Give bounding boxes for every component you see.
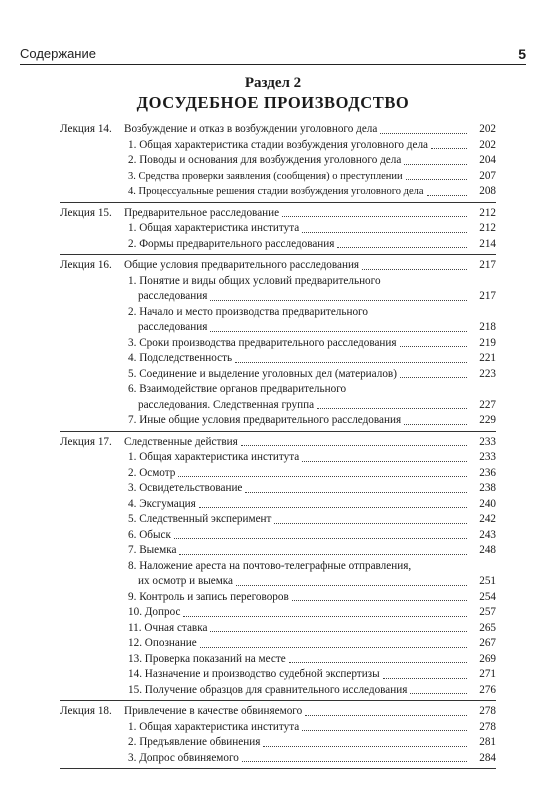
lecture-block (60, 203, 496, 256)
toc-entry-page: 278 (479, 720, 496, 733)
toc-entry-page: 202 (479, 138, 496, 151)
toc-entry[interactable] (124, 720, 496, 736)
toc-entry-page: 284 (479, 751, 496, 764)
dot-leader (241, 445, 467, 446)
lecture-number: Лекция 17. (60, 435, 112, 448)
toc-entry[interactable] (124, 184, 496, 200)
toc-entry-title: 1. Общая характеристика института (128, 451, 300, 463)
table-of-contents (60, 119, 496, 769)
toc-entry-continuation (128, 574, 496, 590)
toc-entry-title: 10. Допрос (128, 606, 181, 618)
lecture-block (60, 432, 496, 702)
toc-entry[interactable] (124, 413, 496, 429)
dot-leader (236, 585, 467, 586)
toc-entry-title: 1. Общая характеристика института (128, 720, 300, 733)
lecture-title-entry[interactable] (124, 704, 496, 720)
toc-entry-title: 5. Соединение и выделение уголовных дел (материалов) (128, 367, 397, 380)
toc-entry-page: 207 (479, 169, 496, 182)
dot-leader (174, 538, 467, 539)
toc-entry-page: 248 (479, 544, 496, 556)
dot-leader (282, 216, 467, 217)
toc-entry-continuation-page: 218 (479, 321, 496, 333)
toc-entry-first-line: 8. Наложение ареста на почтово-телеграфные отправления, (128, 559, 412, 572)
dot-leader (242, 761, 467, 762)
dot-leader (235, 362, 467, 363)
lecture-block (60, 701, 496, 769)
toc-entry-page: 212 (479, 222, 496, 234)
toc-entry[interactable] (124, 528, 496, 544)
dot-leader (337, 247, 467, 248)
dot-leader (431, 148, 467, 149)
toc-entry-title: 7. Выемка (128, 544, 177, 556)
toc-entry[interactable] (124, 169, 496, 185)
toc-entry[interactable] (124, 621, 496, 637)
toc-entry-page: 221 (479, 352, 496, 364)
toc-entry-title: 13. Проверка показаний на месте (128, 652, 286, 665)
toc-entry[interactable] (124, 481, 496, 497)
toc-entry-title: 12. Опознание (128, 637, 197, 649)
toc-entry-page: 269 (479, 652, 496, 665)
toc-entry-page: 281 (479, 736, 496, 748)
dot-leader (292, 600, 467, 601)
dot-leader (305, 715, 467, 716)
running-header-title: Содержание (20, 46, 96, 61)
toc-entry[interactable] (124, 543, 496, 559)
toc-entry-page: 257 (479, 606, 496, 618)
lecture-title-entry-title: Следственные действия (124, 435, 238, 448)
lecture-number: Лекция 18. (60, 705, 112, 717)
dot-leader (302, 232, 467, 233)
toc-entry[interactable] (124, 153, 496, 169)
section-heading (20, 74, 526, 113)
dot-leader (404, 164, 467, 165)
toc-entry-continuation-page: 251 (479, 575, 496, 587)
toc-entry-page: 238 (479, 482, 496, 494)
toc-entry-page: 276 (479, 683, 496, 696)
dot-leader (263, 746, 467, 747)
dot-leader (427, 195, 467, 196)
dot-leader (289, 662, 467, 663)
toc-entry-continuation-page: 217 (479, 290, 496, 302)
toc-entry-continuation (128, 289, 496, 305)
dot-leader (404, 424, 467, 425)
lecture-title-entry[interactable] (124, 258, 496, 274)
running-header (20, 40, 526, 65)
toc-entry[interactable] (124, 336, 496, 352)
toc-entry[interactable] (124, 138, 496, 154)
toc-entry-page: 204 (479, 154, 496, 166)
toc-entry-page: 223 (479, 367, 496, 380)
toc-entry-title: 3. Сроки производства предварительного расследования (128, 336, 397, 349)
lecture-title-entry[interactable] (124, 435, 496, 451)
dot-leader (199, 507, 467, 508)
lecture-title-entry-page: 202 (479, 123, 496, 135)
lecture-title-entry-page: 233 (479, 435, 496, 448)
lecture-title-entry-page: 212 (479, 206, 496, 219)
dot-leader (317, 408, 467, 409)
lecture-number: Лекция 16. (60, 259, 112, 271)
dot-leader (302, 730, 467, 731)
toc-entry[interactable] (124, 512, 496, 528)
toc-entry[interactable] (124, 221, 496, 237)
toc-entry[interactable] (124, 237, 496, 253)
dot-leader (179, 554, 467, 555)
toc-entry[interactable] (124, 683, 496, 699)
toc-entry-title: 1. Общая характеристика института (128, 222, 300, 234)
toc-entry-multiline[interactable] (124, 559, 496, 590)
lecture-number: Лекция 15. (60, 206, 112, 219)
toc-entry-title: 2. Осмотр (128, 466, 176, 479)
dot-leader (210, 331, 467, 332)
toc-entry-title: 6. Обыск (128, 528, 171, 541)
toc-entry[interactable] (124, 497, 496, 513)
toc-entry-first-line: 6. Взаимодействие органов предварительного (128, 383, 347, 395)
toc-entry-page: 240 (479, 497, 496, 510)
toc-entry-title: 3. Допрос обвиняемого (128, 751, 239, 764)
toc-entry-continuation-title: расследования (138, 290, 208, 302)
dot-leader (406, 179, 467, 180)
dot-leader (178, 476, 467, 477)
toc-entry-page: 214 (479, 237, 496, 250)
dot-leader (302, 461, 467, 462)
toc-entry[interactable] (124, 367, 496, 383)
dot-leader (245, 492, 467, 493)
lecture-title-entry-title: Возбуждение и отказ в возбуждении уголовного дела (124, 123, 378, 135)
lecture-title-entry-title: Общие условия предварительного расследования (124, 259, 360, 271)
lecture-number: Лекция 14. (60, 123, 112, 135)
toc-entry-continuation-title: их осмотр и выемка (138, 575, 234, 587)
toc-entry[interactable] (124, 605, 496, 621)
dot-leader (200, 647, 467, 648)
section-label: Раздел 2 (244, 75, 302, 91)
toc-entry-title: 2. Формы предварительного расследования (128, 237, 335, 250)
dot-leader (380, 133, 467, 134)
toc-entry-page: 229 (479, 414, 496, 426)
toc-entry[interactable] (124, 351, 496, 367)
dot-leader (362, 269, 467, 270)
toc-entry-page: 271 (479, 668, 496, 680)
toc-entry-title: 15. Получение образцов для сравнительного исследования (128, 683, 408, 696)
toc-entry[interactable] (124, 667, 496, 683)
toc-entry-title: 5. Следственный эксперимент (128, 513, 272, 525)
section-title: ДОСУДЕБНОЕ ПРОИЗВОДСТВО (136, 93, 410, 112)
toc-entry-first-line: 1. Понятие и виды общих условий предварительного (128, 274, 381, 287)
lecture-title-entry[interactable] (124, 206, 496, 222)
toc-entry-page: 254 (479, 590, 496, 603)
toc-entry-page: 208 (479, 185, 496, 197)
toc-entry-continuation-title: расследования. Следственная группа (138, 398, 315, 411)
toc-entry[interactable] (124, 751, 496, 767)
dot-leader (210, 300, 467, 301)
dot-leader (400, 377, 467, 378)
toc-entry[interactable] (124, 590, 496, 606)
toc-entry-page: 243 (479, 528, 496, 541)
toc-entry-continuation (128, 320, 496, 336)
toc-entry-page: 219 (479, 336, 496, 349)
toc-entry[interactable] (124, 652, 496, 668)
dot-leader (400, 346, 467, 347)
dot-leader (183, 616, 467, 617)
toc-entry[interactable] (124, 735, 496, 751)
page-number: 5 (518, 46, 526, 62)
toc-entry-title: 7. Иные общие условия предварительного расследования (128, 414, 402, 426)
dot-leader (274, 523, 467, 524)
toc-entry-title: 3. Освидетельствование (128, 482, 243, 494)
toc-entry-title: 2. Предъявление обвинения (128, 736, 261, 748)
dot-leader (210, 631, 467, 632)
toc-entry[interactable] (124, 466, 496, 482)
toc-entry-page: 265 (479, 621, 496, 634)
toc-entry-multiline[interactable] (124, 305, 496, 336)
lecture-title-entry[interactable] (124, 122, 496, 138)
toc-entry-title: 4. Подследственность (128, 352, 233, 364)
toc-entry-first-line: 2. Начало и место производства предварительного (128, 305, 368, 318)
toc-entry-title: 4. Эксгумация (128, 497, 196, 510)
toc-entry-title: 14. Назначение и производство судебной экспертизы (128, 668, 380, 680)
toc-entry-page: 242 (479, 513, 496, 525)
toc-entry-page: 236 (479, 466, 496, 479)
dot-leader (410, 693, 467, 694)
lecture-title-entry-title: Привлечение в качестве обвиняемого (124, 705, 303, 717)
toc-entry-title: 2. Поводы и основания для возбуждения уголовного дела (128, 154, 402, 166)
toc-entry[interactable] (124, 450, 496, 466)
lecture-title-entry-page: 278 (479, 705, 496, 717)
toc-entry-page: 233 (479, 451, 496, 463)
toc-entry-title: 4. Процессуальные решения стадии возбуждения уголовного дела (128, 186, 424, 197)
toc-entry-continuation-page: 227 (479, 398, 496, 411)
toc-entry-title: 1. Общая характеристика стадии возбуждения уголовного дела (128, 138, 428, 151)
toc-entry-page: 267 (479, 637, 496, 649)
toc-entry-continuation-title: расследования (138, 321, 208, 333)
toc-entry-multiline[interactable] (124, 382, 496, 413)
lecture-block (60, 255, 496, 432)
toc-entry-continuation (128, 398, 496, 414)
lecture-title-entry-title: Предварительное расследование (124, 206, 280, 219)
toc-entry-title: 3. Средства проверки заявления (сообщения) о преступлении (128, 170, 403, 182)
dot-leader (383, 678, 467, 679)
toc-entry-title: 11. Очная ставка (128, 621, 208, 634)
toc-entry[interactable] (124, 636, 496, 652)
toc-entry-title: 9. Контроль и запись переговоров (128, 590, 289, 603)
lecture-title-entry-page: 217 (479, 259, 496, 271)
lecture-block (60, 119, 496, 203)
toc-entry-multiline[interactable] (124, 274, 496, 305)
